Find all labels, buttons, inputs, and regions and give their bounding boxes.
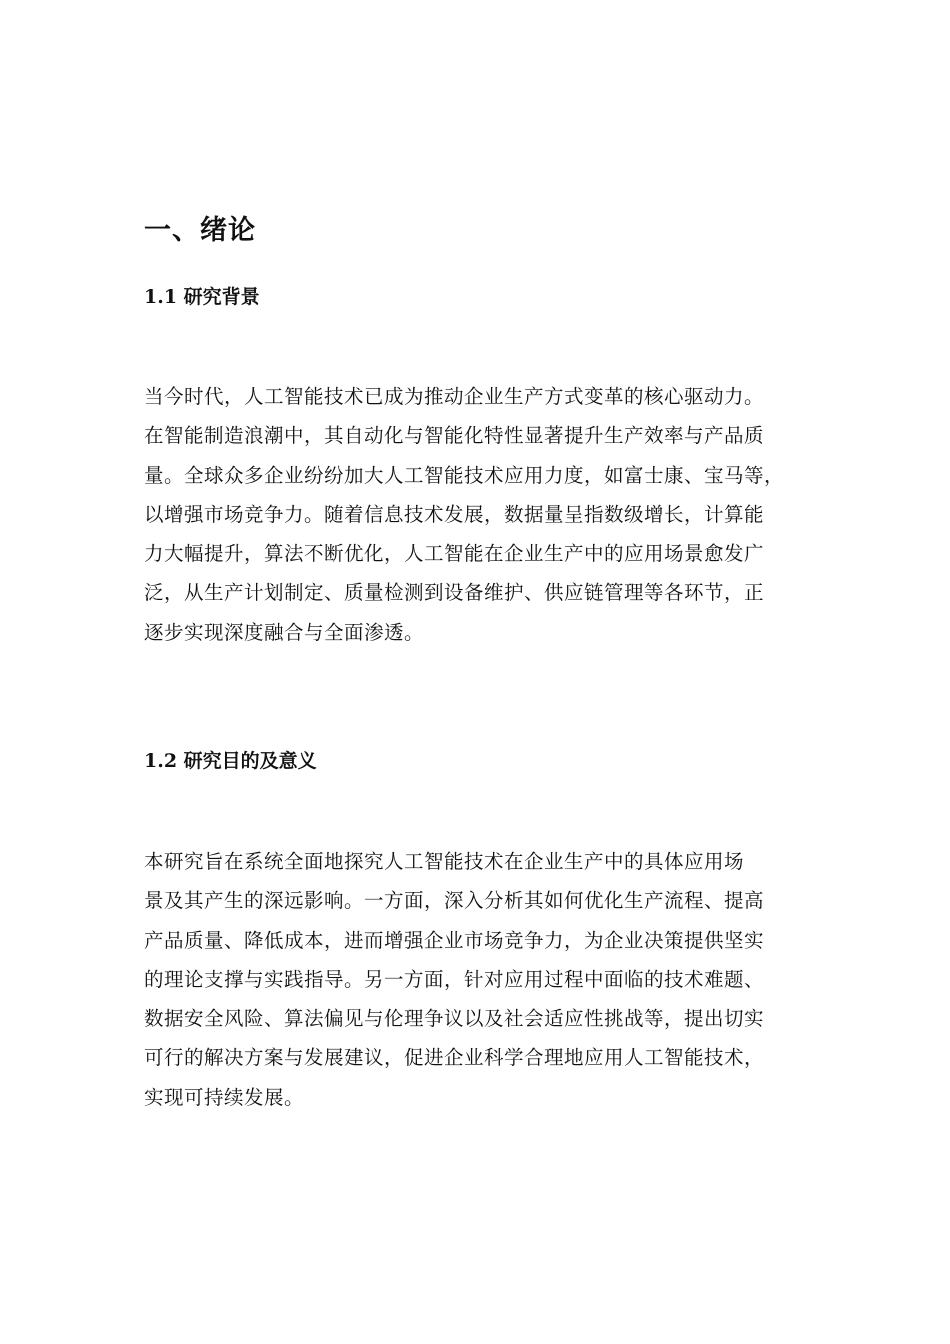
section-heading-purpose: 1.2 研究目的及意义 bbox=[144, 750, 317, 772]
paragraph-background bbox=[144, 377, 824, 652]
paragraph-line: 力大幅提升，算法不断优化，人工智能在企业生产中的应用场景愈发广 bbox=[144, 542, 765, 566]
paragraph-line: 景及其产生的深远影响。一方面，深入分析其如何优化生产流程、提高 bbox=[144, 889, 765, 913]
paragraph-line: 以增强市场竞争力。随着信息技术发展，数据量呈指数级增长，计算能 bbox=[144, 502, 765, 526]
paragraph-line: 产品质量、降低成本，进而增强企业市场竞争力，为企业决策提供坚实 bbox=[144, 928, 765, 952]
paragraph-line: 当今时代，人工智能技术已成为推动企业生产方式变革的核心驱动力。 bbox=[144, 385, 765, 408]
paragraph-line: 逐步实现深度融合与全面渗透。 bbox=[144, 620, 425, 644]
section-heading-background: 1.1 研究背景 bbox=[144, 286, 260, 308]
paragraph-line: 数据安全风险、算法偏见与伦理争议以及社会适应性挑战等，提出切实 bbox=[144, 1007, 765, 1031]
paragraph-line: 本研究旨在系统全面地探究人工智能技术在企业生产中的具体应用场 bbox=[144, 850, 745, 873]
paragraph-line: 量。全球众多企业纷纷加大人工智能技术应用力度，如富士康、宝马等， bbox=[144, 463, 785, 487]
paragraph-purpose bbox=[144, 842, 824, 1117]
paragraph-line: 泛，从生产计划制定、质量检测到设备维护、供应链管理等各环节，正 bbox=[144, 581, 765, 605]
paragraph-line: 的理论支撑与实践指导。另一方面，针对应用过程中面临的技术难题、 bbox=[144, 967, 765, 991]
paragraph-line: 可行的解决方案与发展建议，促进企业科学合理地应用人工智能技术， bbox=[144, 1046, 765, 1070]
chapter-title: 一、绪论 bbox=[144, 215, 256, 246]
paragraph-line: 实现可持续发展。 bbox=[144, 1085, 305, 1109]
paragraph-line: 在智能制造浪潮中，其自动化与智能化特性显著提升生产效率与产品质 bbox=[144, 424, 765, 448]
